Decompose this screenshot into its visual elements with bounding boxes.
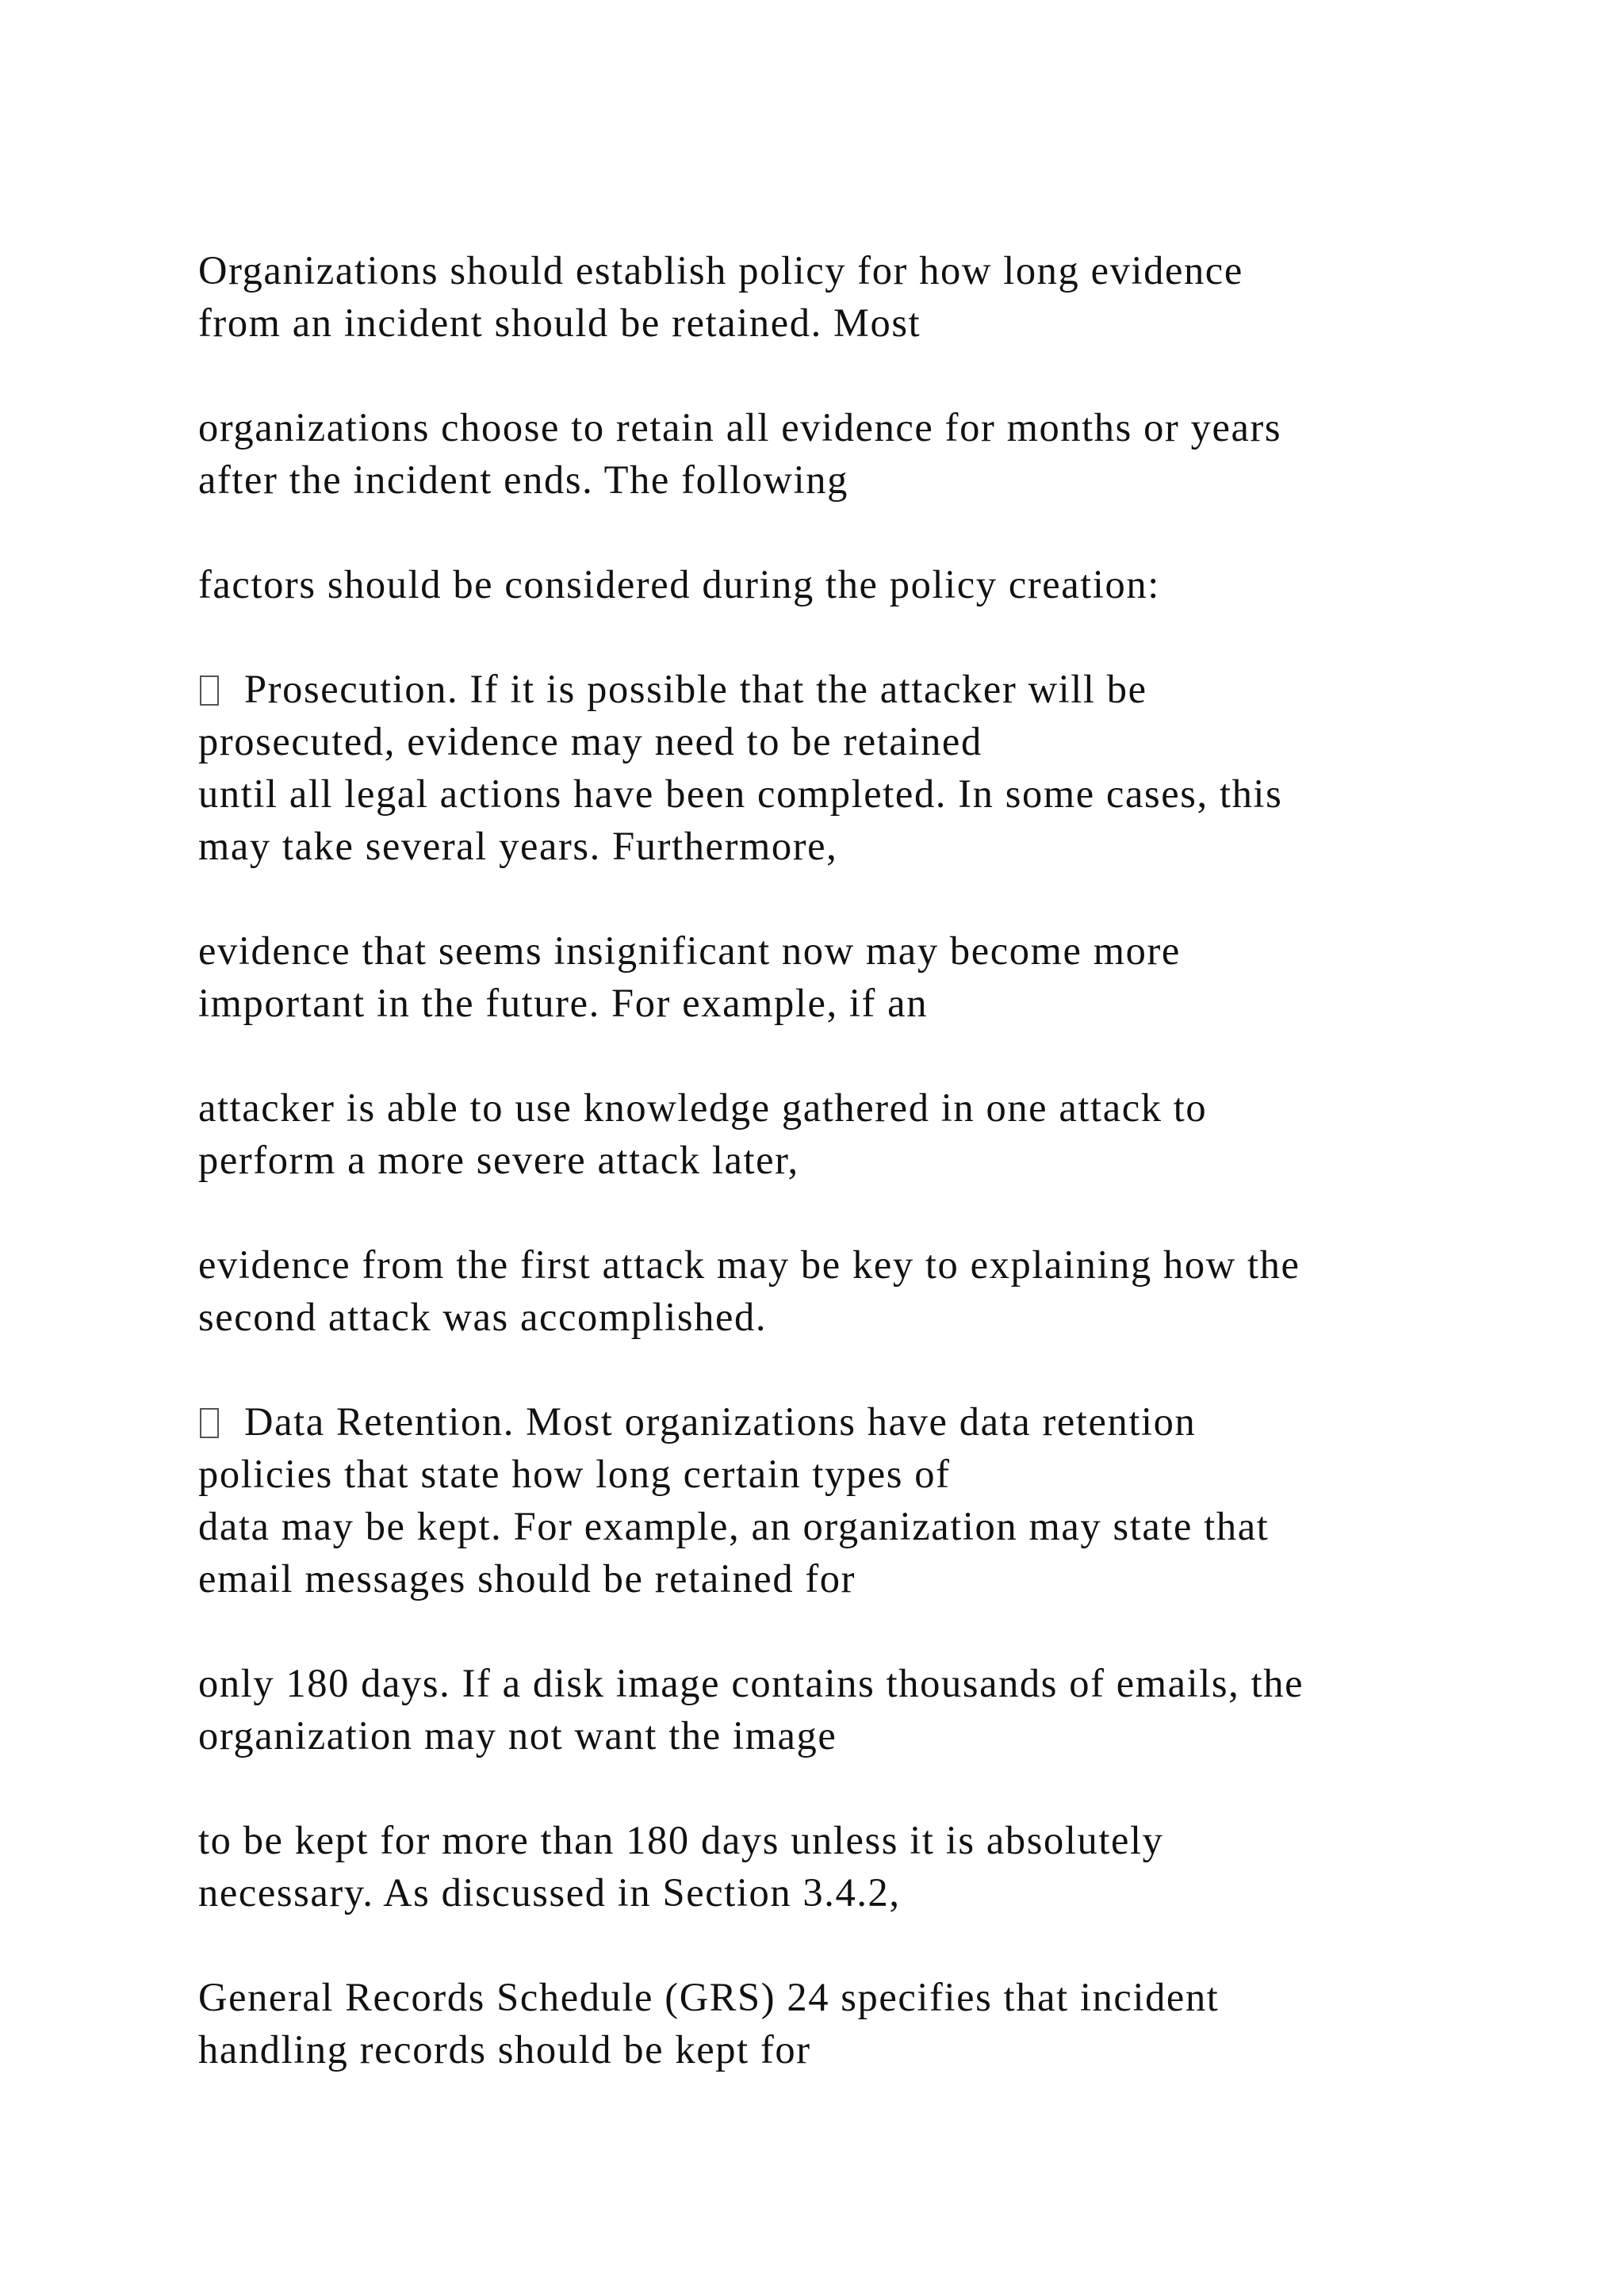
- text-line: attacker is able to use knowledge gathered in one attack to: [198, 1085, 1208, 1130]
- text-line: until all legal actions have been completed. In some cases, this: [198, 771, 1283, 816]
- text-line: to be kept for more than 180 days unless it is absolutely: [198, 1818, 1164, 1862]
- text-line: evidence from the first attack may be key to explaining how the: [198, 1242, 1300, 1287]
- bullet-line-data-retention: [198, 1395, 1546, 1448]
- text-line: important in the future. For example, if an: [198, 981, 929, 1025]
- paragraph-gap: [198, 1029, 1546, 1081]
- text-line: perform a more severe attack later,: [198, 1138, 799, 1182]
- paragraph-gap: [198, 1762, 1546, 1814]
- text-line: evidence that seems insignificant now may become more: [198, 928, 1181, 973]
- text-line: only 180 days. If a disk image contains thousands of emails, the: [198, 1661, 1304, 1705]
- paragraph-gap: [198, 872, 1546, 924]
- text-line: factors should be considered during the policy creation:: [198, 562, 1160, 607]
- text-line: organizations choose to retain all evidence for months or years: [198, 405, 1282, 450]
- text-line: necessary. As discussed in Section 3.4.2,: [198, 1870, 901, 1915]
- text-line: after the incident ends. The following: [198, 457, 848, 502]
- text-line: second attack was accomplished.: [198, 1295, 768, 1339]
- bullet-line-prosecution: [198, 663, 1546, 715]
- paragraph-gap: [198, 1919, 1546, 1971]
- text-line: organization may not want the image: [198, 1713, 837, 1758]
- text-line: data may be kept. For example, an organization may state that: [198, 1504, 1270, 1548]
- text-line: policies that state how long certain types of: [198, 1452, 951, 1496]
- text-line: prosecuted, evidence may need to be retained: [198, 719, 982, 763]
- missing-glyph-icon: [200, 675, 219, 706]
- text-line: Organizations should establish policy for how long evidence: [198, 248, 1243, 293]
- text-line: email messages should be retained for: [198, 1556, 856, 1601]
- paragraph-gap: [198, 1343, 1546, 1395]
- document-body: [198, 244, 1546, 2076]
- text-line: Data Retention. Most organizations have data retention: [244, 1399, 1197, 1444]
- text-line: from an incident should be retained. Most: [198, 300, 921, 345]
- paragraph-gap: [198, 610, 1546, 663]
- missing-glyph-icon: [200, 1408, 219, 1438]
- text-line: Prosecution. If it is possible that the attacker will be: [244, 667, 1147, 711]
- paragraph-gap: [198, 1605, 1546, 1657]
- text-line: may take several years. Furthermore,: [198, 824, 838, 868]
- text-line: handling records should be kept for: [198, 2027, 811, 2072]
- paragraph-gap: [198, 349, 1546, 401]
- paragraph-gap: [198, 1186, 1546, 1238]
- text-line: General Records Schedule (GRS) 24 specifies that incident: [198, 1975, 1220, 2019]
- paragraph-gap: [198, 506, 1546, 558]
